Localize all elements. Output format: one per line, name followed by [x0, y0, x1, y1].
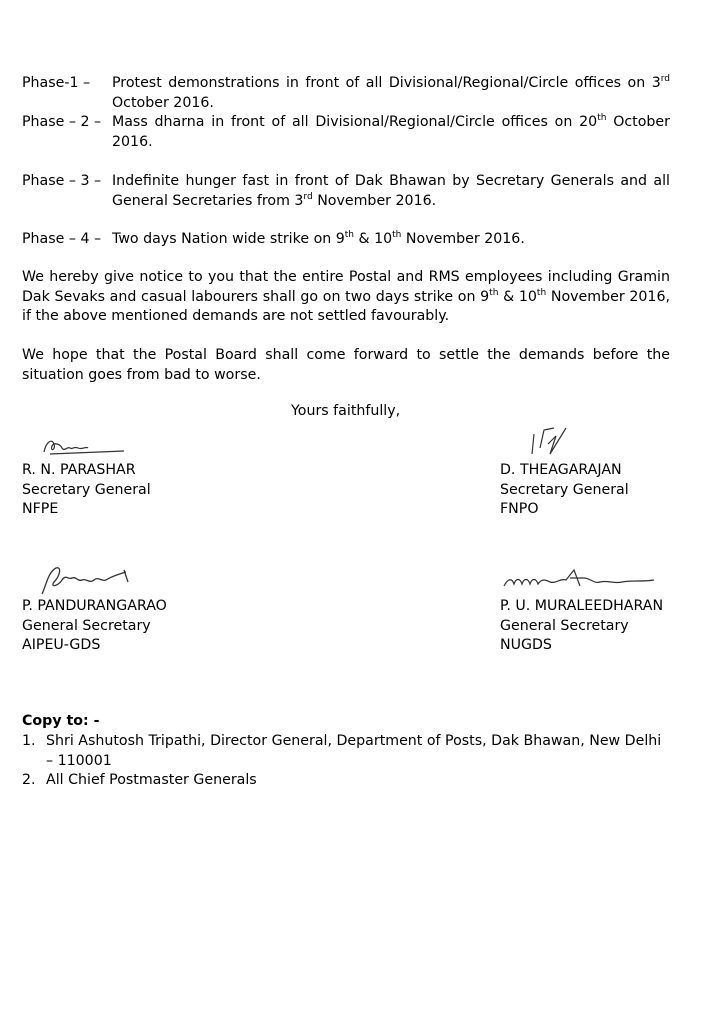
phase-2	[22, 113, 670, 152]
signatory-title: Secretary General	[22, 481, 151, 498]
phase-1	[22, 74, 670, 113]
signatory-org: NFPE	[22, 501, 59, 517]
signatory-title: General Secretary	[500, 617, 629, 634]
list-item	[22, 771, 670, 791]
phase-text: Indefinite hunger fast in front of Dak Bhawan by Secretary Generals and all General Secretaries from 3rd November 2016.	[112, 173, 670, 209]
signatory-name: P. U. MURALEEDHARAN	[500, 598, 664, 614]
closing-salutation: Yours faithfully,	[291, 403, 401, 419]
signatory-org: FNPO	[500, 501, 539, 517]
signatory-name: D. THEAGARAJAN	[500, 462, 622, 478]
signature-parashar-image	[40, 436, 130, 460]
signatory-muraleedharan	[500, 597, 663, 656]
signatory-org: NUGDS	[500, 637, 552, 653]
phase-4	[22, 230, 670, 250]
signatory-name: P. PANDURANGARAO	[22, 598, 167, 614]
signatory-theagarajan	[500, 461, 629, 520]
phase-label: Phase – 2 –	[22, 114, 102, 130]
signature-muraleedharan-image	[500, 564, 660, 592]
phase-text: Protest demonstrations in front of all Divisional/Regional/Circle offices on 3rd October 2016.	[112, 74, 670, 111]
phase-label: Phase – 3 –	[22, 173, 102, 189]
phase-text: Mass dharna in front of all Divisional/Regional/Circle offices on 20th October 2016.	[112, 113, 670, 150]
list-text: Shri Ashutosh Tripathi, Director General, Department of Posts, Dak Bhawan, New Delhi – 110001	[46, 733, 662, 769]
signatory-org: AIPEU-GDS	[22, 637, 101, 653]
signatory-pandurangarao	[22, 597, 167, 656]
signatory-title: General Secretary	[22, 617, 151, 634]
phase-label: Phase – 4 –	[22, 231, 102, 247]
signatory-name: R. N. PARASHAR	[22, 462, 136, 478]
signatory-parashar	[22, 461, 151, 520]
copy-to-heading: Copy to: -	[22, 713, 100, 729]
signature-pandurangarao-image	[36, 562, 136, 598]
phase-text: Two days Nation wide strike on 9th & 10th November 2016.	[112, 230, 525, 247]
hope-paragraph: We hope that the Postal Board shall come forward to settle the demands before the situation goes from bad to worse.	[22, 347, 670, 383]
list-item	[22, 732, 670, 771]
list-number: 1.	[22, 733, 36, 749]
phase-label: Phase-1 –	[22, 75, 91, 91]
signature-theagarajan-image	[526, 424, 574, 460]
phase-3	[22, 172, 670, 211]
list-text: All Chief Postmaster Generals	[46, 772, 257, 788]
strike-notice-paragraph: We hereby give notice to you that the entire Postal and RMS employees including Gramin Dak Sevaks and casual labourers shall go on two days strike on 9th & 10th November 2016, if the above mentioned demands are not settled favourably.	[22, 269, 670, 324]
copy-to-list	[22, 732, 670, 791]
list-number: 2.	[22, 772, 36, 788]
signatory-title: Secretary General	[500, 481, 629, 498]
